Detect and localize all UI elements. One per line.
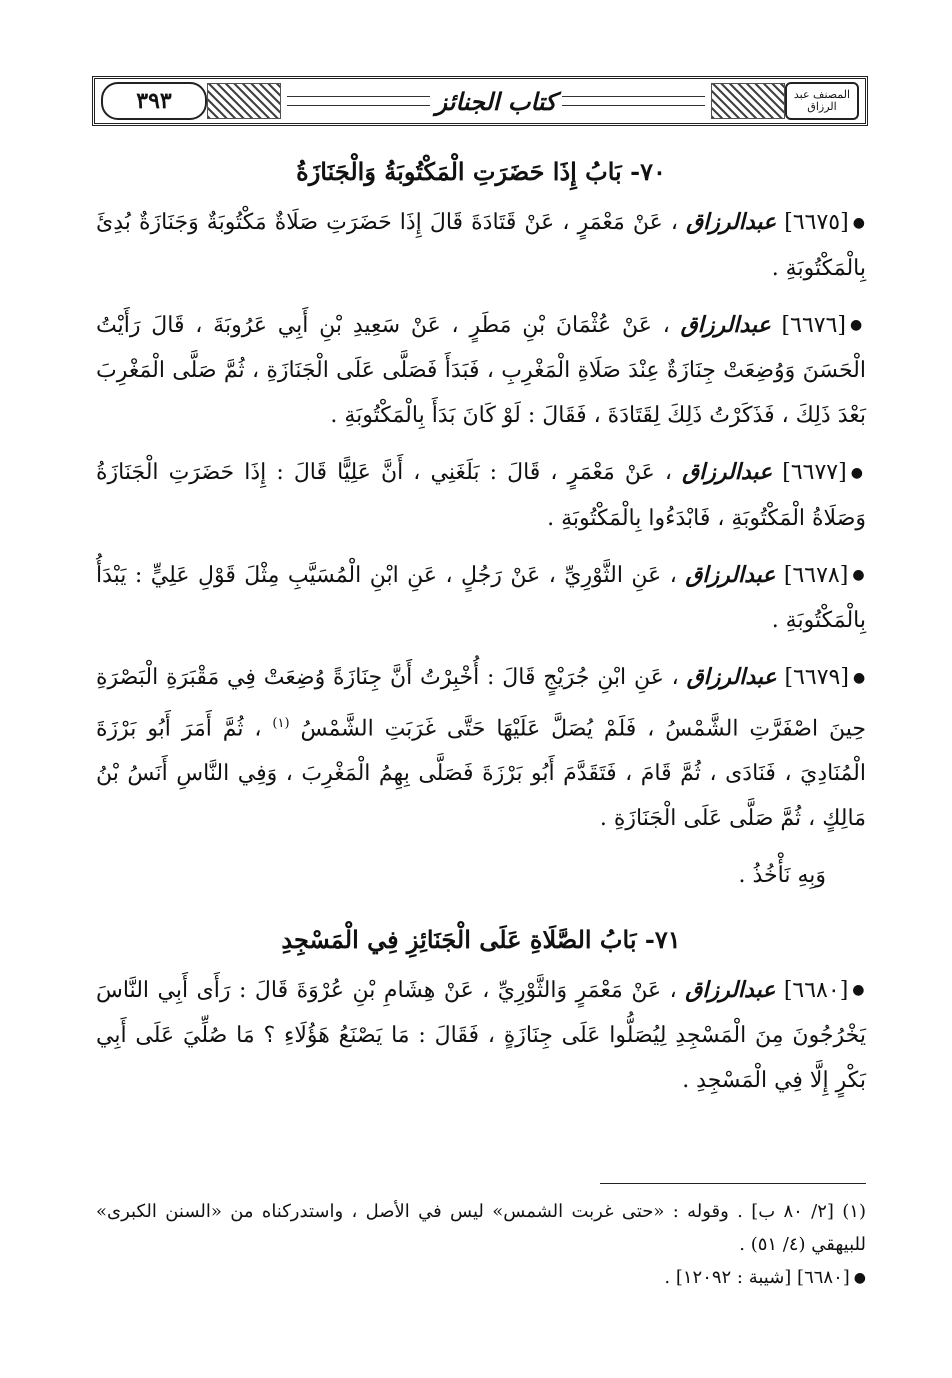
hadith-entry-6679 [96,655,866,841]
hadith-entry-6676 [96,303,866,439]
running-title: كتاب الجنائز [435,86,557,116]
hadith-text: ، عَنْ مَعْمَرٍ وَالثَّوْرِيِّ ، عَنْ هِشَامِ بْنِ عُرْوَةَ قَالَ : رَأَى أَبِي النَّاسَ يَخْرُجُونَ مِنَ الْمَسْجِدِ لِيُصَلُّوا عَلَى جِنَازَةٍ ، فَقَالَ : مَا يَصْنَعُ هَؤُلَاءِ ؟ مَا صُلِّيَ عَلَى أَبِي بَكْرٍ إِلَّا فِي الْمَسْجِدِ . [96,977,866,1094]
hadith-text: ، عَنْ مَعْمَرٍ ، قَالَ : بَلَغَنِي ، أَنَّ عَلِيًّا قَالَ : إِذَا حَضَرَتِ الْجَنَازَةُ وَصَلَاةُ الْمَكْتُوبَةِ ، فَابْدَءُوا بِالْمَكْتُوبَةِ . [96,460,866,531]
chapter-heading-70: ٧٠- بَابُ إِذَا حَضَرَتِ الْمَكْتُوبَةُ وَالْجَنَازَةُ [296,157,666,186]
bullet-icon: ● [852,567,866,583]
hadith-text: ، عَنِ ابْنِ جُرَيْجٍ قَالَ : أُخْبِرْتُ أَنَّ جِنَازَةً وُضِعَتْ فِي مَقْبَرَةِ الْبَصْرَةِ حِينَ اصْفَرَّتِ الشَّمْسُ ، فَلَمْ يُصَلَّ عَلَيْهَا حَتَّى غَرَبَتِ الشَّمْسُ [96,665,866,741]
publisher-logo: المصنف عبد الرزاق [785,82,859,120]
hadith-entry-6680 [96,968,866,1104]
narrator-name: عبدالرزاق [685,976,776,1003]
footnote-1: (١) [٢/ ٨٠ ب] . وقوله : «حتى غربت الشمس» ليس في الأصل ، واستدركناه من «السنن الكبرى» للبيهقي (٤/ ٥١) . [96,1201,866,1255]
bullet-icon: ● [850,464,866,481]
page-number: ٣٩٣ [101,82,207,120]
hadith-number: [٦٦٨٠] [783,977,849,1003]
hadith-number: [٦٦٧٥] [784,210,849,235]
header-rule-left [287,96,430,106]
bullet-icon: ● [852,214,866,231]
hadith-entry-6675 [96,200,866,291]
hadith-number: [٦٦٧٩] [784,665,849,690]
footnote-ref-text: [٦٦٨٠] [شيبة : ١٢٠٩٢] . [664,1267,850,1288]
main-text [96,150,866,1115]
narrator-name: عبدالرزاق [686,664,777,690]
hadith-entry-6677 [96,450,866,541]
page-header [92,76,868,126]
bullet-icon: ● [849,317,867,333]
hadith-entry-6678 [96,553,866,644]
closing-statement: وَبِهِ نَأْخُذُ . [738,862,826,888]
bullet-icon: ● [852,669,867,686]
bullet-icon: ● [852,982,866,999]
ornament-left [207,83,281,119]
footnote-separator [600,1183,866,1184]
narrator-name: عبدالرزاق [680,311,771,338]
hadith-number: [٦٦٧٦] [781,312,846,338]
hadith-text: ، عَنِ الثَّوْرِيِّ ، عَنْ رَجُلٍ ، عَنِ ابْنِ الْمُسَيَّبِ مِثْلَ قَوْلِ عَلِيٍّ : يَبْدَأُ بِالْمَكْتُوبَةِ . [96,562,866,633]
ornament-right [711,83,785,119]
narrator-name: عبدالرزاق [686,209,777,235]
hadith-number: [٦٦٧٧] [782,460,847,485]
hadith-text-continued: ، ثُمَّ أَمَرَ أَبُو بَرْزَةَ الْمُنَادِيَ ، فَنَادَى ، ثُمَّ قَامَ ، فَتَقَدَّمَ أَبُو بَرْزَةَ فَصَلَّى بِهِمُ الْمَغْرِبَ ، وَفِي النَّاسِ أَنَسُ بْنُ مَالِكٍ ، ثُمَّ صَلَّى عَلَى الْجَنَازَةِ . [96,715,866,831]
footnotes [96,1195,866,1295]
hadith-text: ، عَنْ عُثْمَانَ بْنِ مَطَرٍ ، عَنْ سَعِيدِ بْنِ أَبِي عَرُوبَةَ ، قَالَ رَأَيْتُ الْحَسَنَ وَوُضِعَتْ جِنَازَةٌ عِنْدَ صَلَاةِ الْمَغْرِبِ ، فَبَدَأَ فَصَلَّى عَلَى الْجَنَازَةِ ، ثُمَّ صَلَّى الْمَغْرِبَ بَعْدَ ذَلِكَ ، فَذَكَرْتُ ذَلِكَ لِقَتَادَةَ ، فَقَالَ : لَوْ كَانَ بَدَأَ بِالْمَكْتُوبَةِ . [96,312,866,428]
narrator-name: عبدالرزاق [682,459,773,485]
footnote-marker[interactable]: (١) [272,715,290,731]
footnote-ref-6680 [96,1261,866,1295]
bullet-icon: ● [853,1269,866,1286]
hadith-text: ، عَنْ مَعْمَرٍ ، عَنْ قَتَادَةَ قَالَ إِذَا حَضَرَتِ صَلَاةٌ مَكْتُوبَةٌ وَجَنَازَةٌ بُدِئَ بِالْمَكْتُوبَةِ . [96,210,866,281]
header-rule-right [562,96,705,106]
chapter-heading-71: ٧١- بَابُ الصَّلَاةِ عَلَى الْجَنَائِزِ فِي الْمَسْجِدِ [281,924,681,954]
hadith-number: [٦٦٧٨] [783,562,849,588]
narrator-name: عبدالرزاق [685,561,776,588]
